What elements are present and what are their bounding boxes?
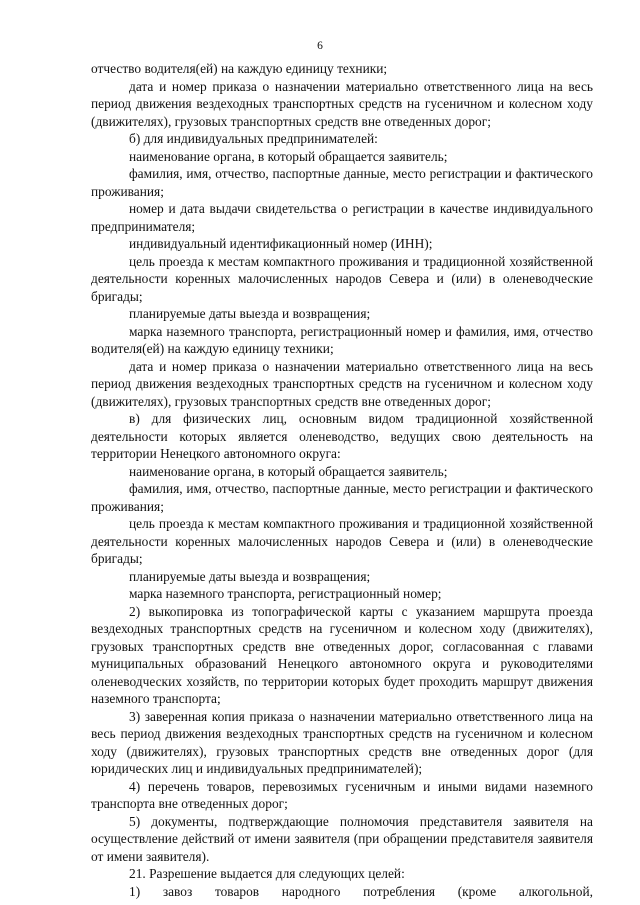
paragraph: 2) выкопировка из топографической карты с указанием маршрута проезда вездеходных транспортных средств на гусеничном и колесном ходу (движителях), грузовых транспортных средств вне отведенных дорог, согласованная с главами муниципальных образований Ненецкого автономного округа и руководителями оленеводческих хозяйств, по территории которых будет проходить маршрут движения наземного транспорта;: [91, 603, 593, 706]
document-body: [91, 60, 593, 900]
paragraph: 1) завоз товаров народного потребления (кроме алкогольной,: [129, 883, 593, 899]
paragraph: 4) перечень товаров, перевозимых гусеничным и иными видами наземного транспорта вне отведенных дорог;: [91, 778, 593, 811]
paragraph: наименование органа, в который обращается заявитель;: [129, 463, 448, 479]
page-number: 6: [317, 40, 323, 52]
paragraph: планируемые даты выезда и возвращения;: [129, 568, 371, 584]
paragraph: дата и номер приказа о назначении материально ответственного лица на весь период движения вездеходных транспортных средств на гусеничном и колесном ходу (движителях), грузовых транспортных средств вне отведенных дорог;: [91, 78, 593, 129]
paragraph: отчество водителя(ей) на каждую единицу техники;: [91, 61, 388, 76]
paragraph: цель проезда к местам компактного проживания и традиционной хозяйственной деятельности коренных малочисленных народов Севера и (или) в оленеводческие бригады;: [91, 516, 593, 566]
paragraph: фамилия, имя, отчество, паспортные данные, место регистрации и фактического проживания;: [91, 166, 593, 199]
paragraph: б) для индивидуальных предпринимателей:: [129, 131, 378, 146]
paragraph: цель проезда к местам компактного проживания и традиционной хозяйственной деятельности коренных малочисленных народов Севера и (или) в оленеводческие бригады;: [91, 253, 593, 304]
paragraph: дата и номер приказа о назначении материально ответственного лица на весь период движения вездеходных транспортных средств на гусеничном и колесном ходу (движителях), грузовых транспортных средств вне отведенных дорог;: [91, 358, 593, 409]
paragraph: марка наземного транспорта, регистрационный номер и фамилия, имя, отчество водителя(ей) на каждую единицу техники;: [91, 323, 593, 356]
paragraph: индивидуальный идентификационный номер (ИНН);: [129, 236, 433, 251]
paragraph: номер и дата выдачи свидетельства о регистрации в качестве индивидуального предпринимателя;: [91, 201, 593, 234]
paragraph: наименование органа, в который обращается заявитель;: [129, 148, 448, 164]
paragraph: в) для физических лиц, основным видом традиционной хозяйственной деятельности которых является оленеводство, ведущих свою деятельность на территории Ненецкого автономного округа:: [91, 411, 593, 461]
paragraph: 21. Разрешение выдается для следующих целей:: [129, 866, 405, 881]
paragraph: 3) заверенная копия приказа о назначении материально ответственного лица на весь период движения вездеходных транспортных средств на гусеничном и колесном ходу (движителях), грузовых транспортных средств вне отведенных дорог (для юридических лиц и индивидуальных предпринимателей);: [91, 708, 593, 776]
paragraph: фамилия, имя, отчество, паспортные данные, место регистрации и фактического проживания;: [91, 481, 593, 514]
paragraph: планируемые даты выезда и возвращения;: [129, 306, 371, 321]
paragraph: 5) документы, подтверждающие полномочия представителя заявителя на осуществление действий от имени заявителя (при обращении представителя заявителя от имени заявителя).: [91, 813, 593, 864]
paragraph: марка наземного транспорта, регистрационный номер;: [129, 586, 442, 601]
